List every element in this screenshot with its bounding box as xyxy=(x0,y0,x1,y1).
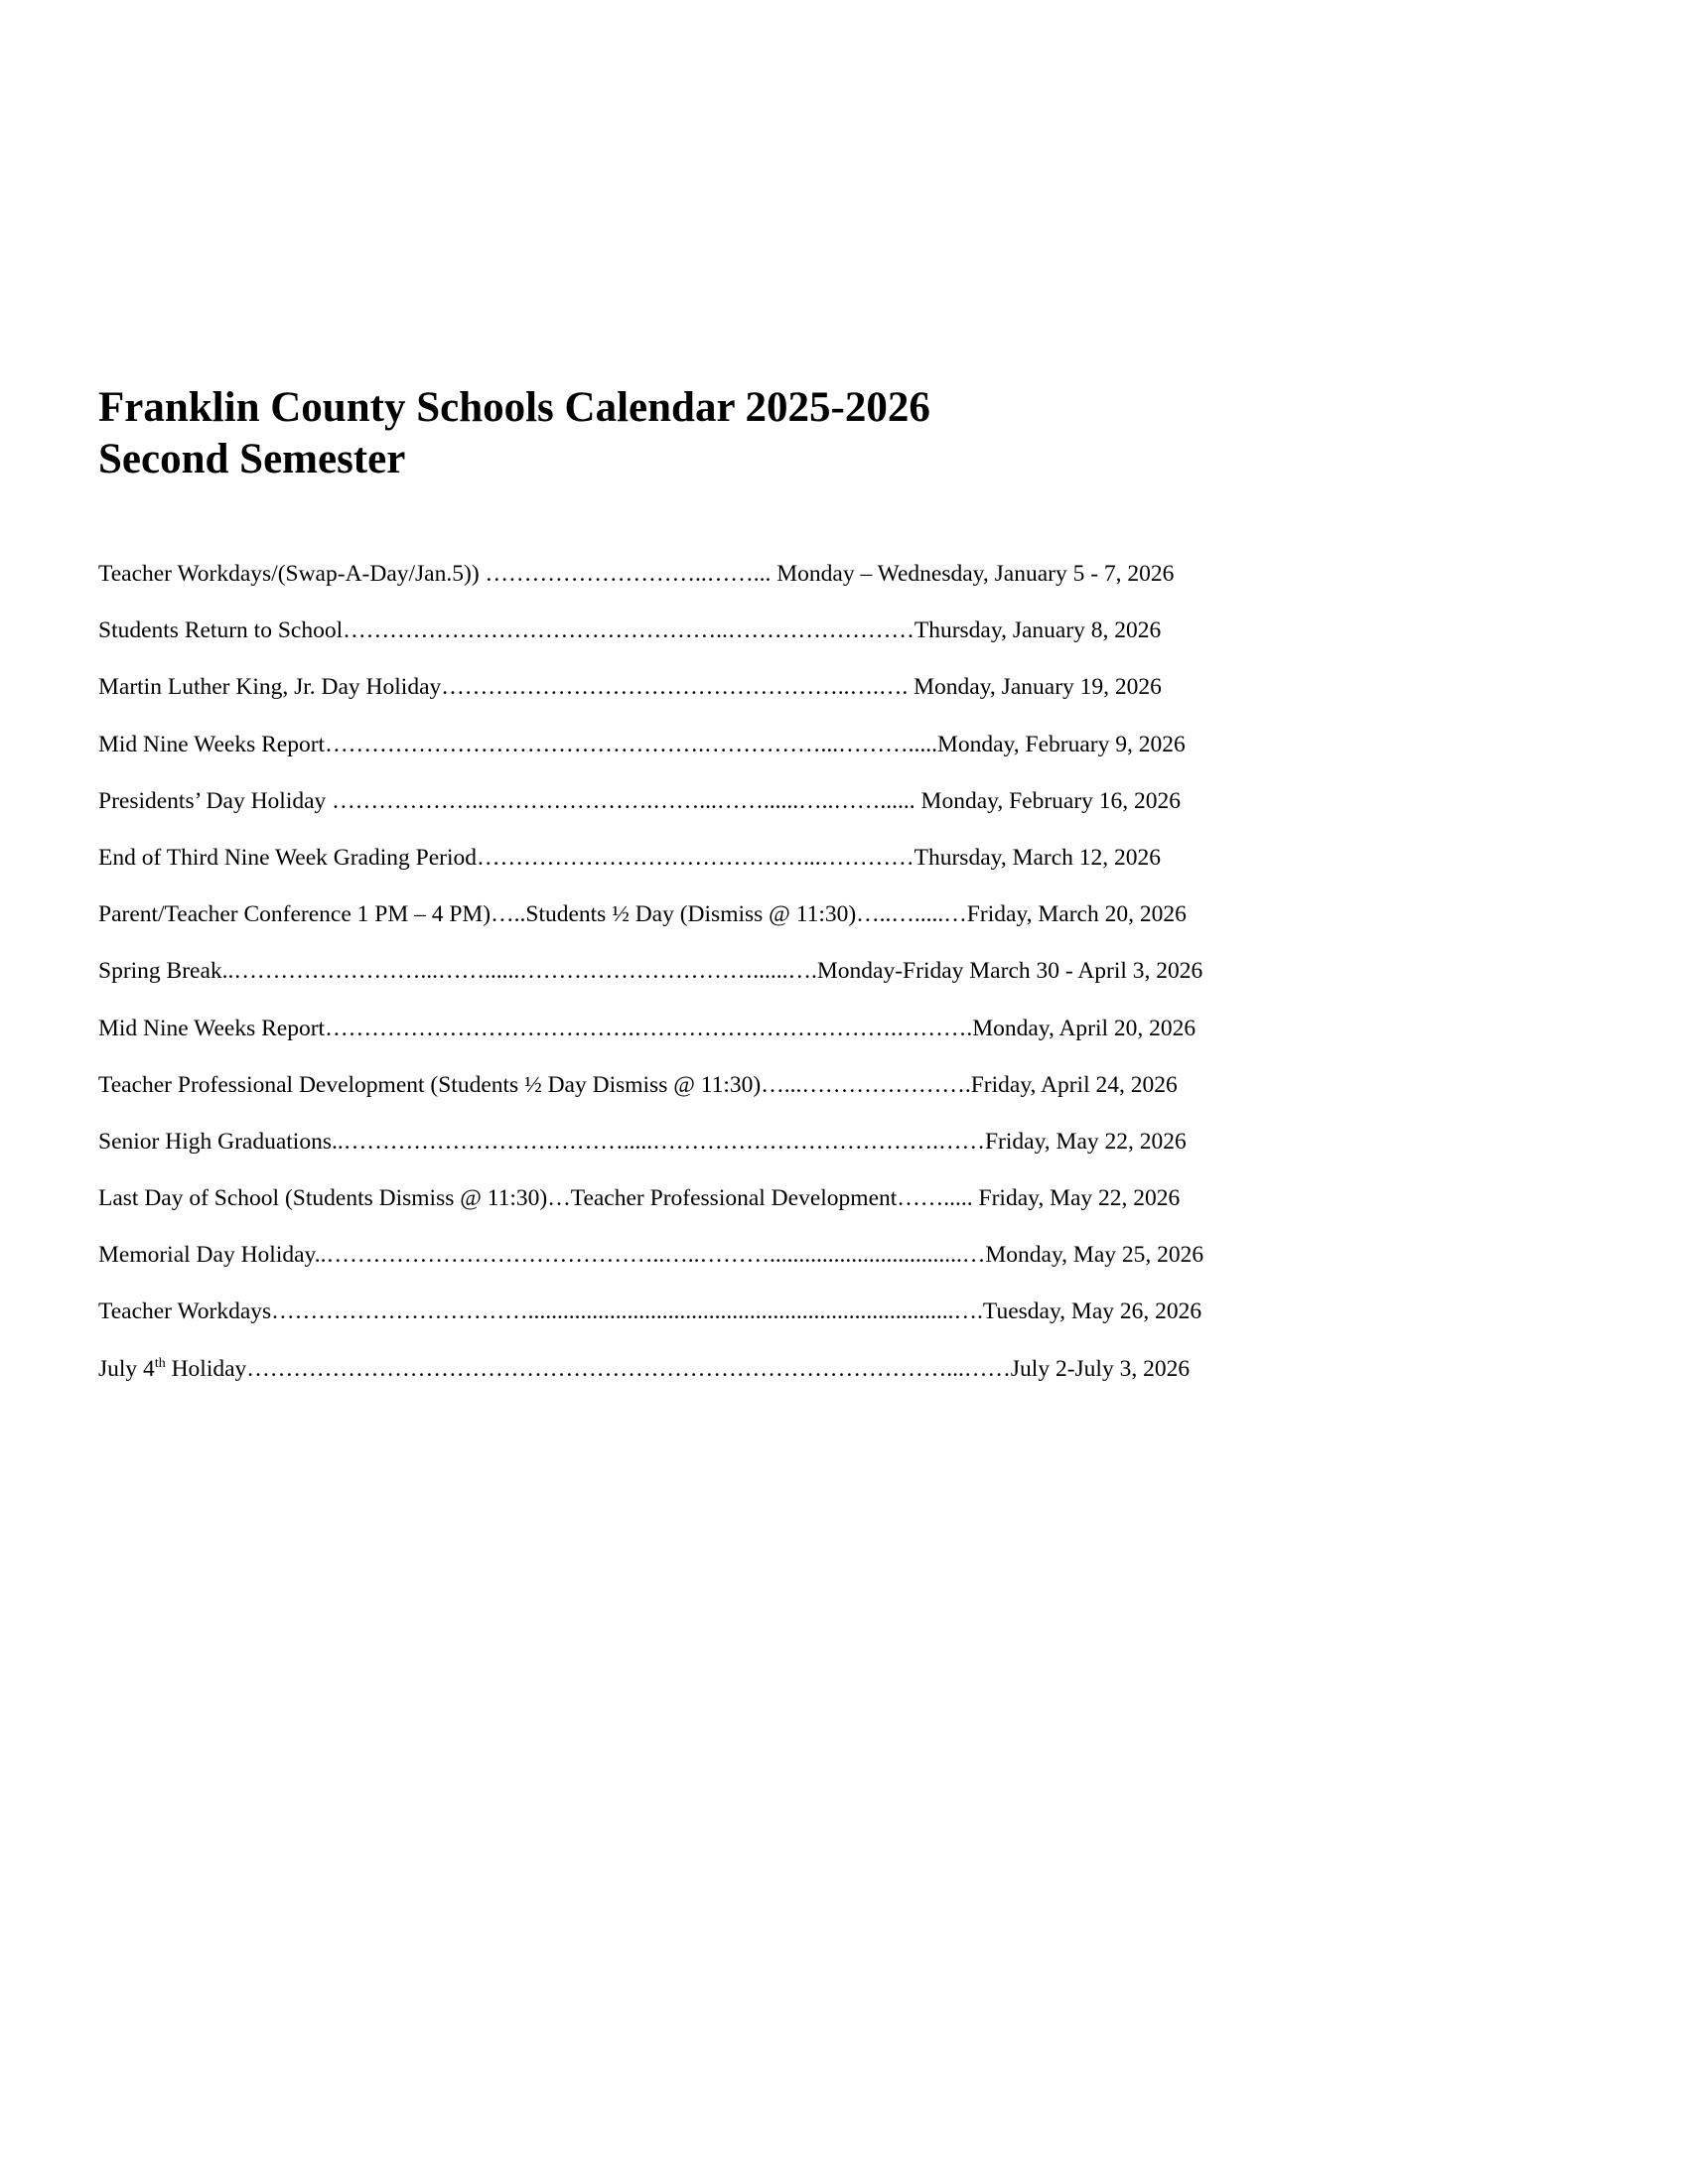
calendar-entry: Teacher Workdays/(Swap-A-Day/Jan.5)) ………………………..……... Monday – Wednesday, January 5 - 7, 2026 xyxy=(98,561,1175,587)
calendar-entry: Parent/Teacher Conference 1 PM – 4 PM)…..Students ½ Day (Dismiss @ 11:30)…..….....…Friday, March 20, 2026 xyxy=(98,901,1187,928)
calendar-entry: Mid Nine Weeks Report………………………………………….……………...……….....Monday, February 9, 2026 xyxy=(98,731,1186,757)
calendar-entry: Senior High Graduations..……………………………….....……………………………….……Friday, May 22, 2026 xyxy=(98,1128,1187,1155)
calendar-entry: Teacher Professional Development (Students ½ Day Dismiss @ 11:30)…...………………….Friday, April 24, 2026 xyxy=(98,1071,1178,1098)
document-subtitle: Second Semester xyxy=(98,436,406,482)
calendar-entry: End of Third Nine Week Grading Period……………………………………...…………Thursday, March 12, 2026 xyxy=(98,844,1162,871)
july-entry-superscript: th xyxy=(154,1355,166,1371)
calendar-entry: Last Day of School (Students Dismiss @ 11:30)…Teacher Professional Development……..... Friday, May 22, 2026 xyxy=(98,1185,1181,1212)
calendar-entry: Mid Nine Weeks Report………………………………….…………………………….……….Monday, April 20, 2026 xyxy=(98,1015,1196,1041)
title-block xyxy=(98,382,1389,485)
calendar-entry: Teacher Workdays…………………………….........................................................................….Tuesday, May 26, 2026 xyxy=(98,1298,1202,1325)
calendar-entry: Memorial Day Holiday..……………………………………..…..……….................................…Monday, May 25, 2026 xyxy=(98,1242,1204,1269)
july-entry-suffix: Holiday………………………………………………………………………………...……July 2-July 3, 2026 xyxy=(165,1355,1191,1382)
calendar-entry: Students Return to School…………………………………………..……………………Thursday, January 8, 2026 xyxy=(98,617,1162,644)
calendar-entry-july xyxy=(98,1353,1389,1410)
calendar-entry: Martin Luther King, Jr. Day Holiday……………………………………………..….…. Monday, January 19, 2026 xyxy=(98,674,1162,701)
july-entry-prefix: July 4 xyxy=(98,1355,155,1382)
calendar-entries xyxy=(98,558,1389,1410)
calendar-entry: Spring Break..……………………...……......…………………………......….Monday-Friday March 30 - April 3, 2026 xyxy=(98,958,1203,985)
document-title: Franklin County Schools Calendar 2025-2026 xyxy=(98,384,930,431)
calendar-entry: Presidents’ Day Holiday ………………..………………….……...……......…..……...... Monday, February 16, 2026 xyxy=(98,787,1182,814)
